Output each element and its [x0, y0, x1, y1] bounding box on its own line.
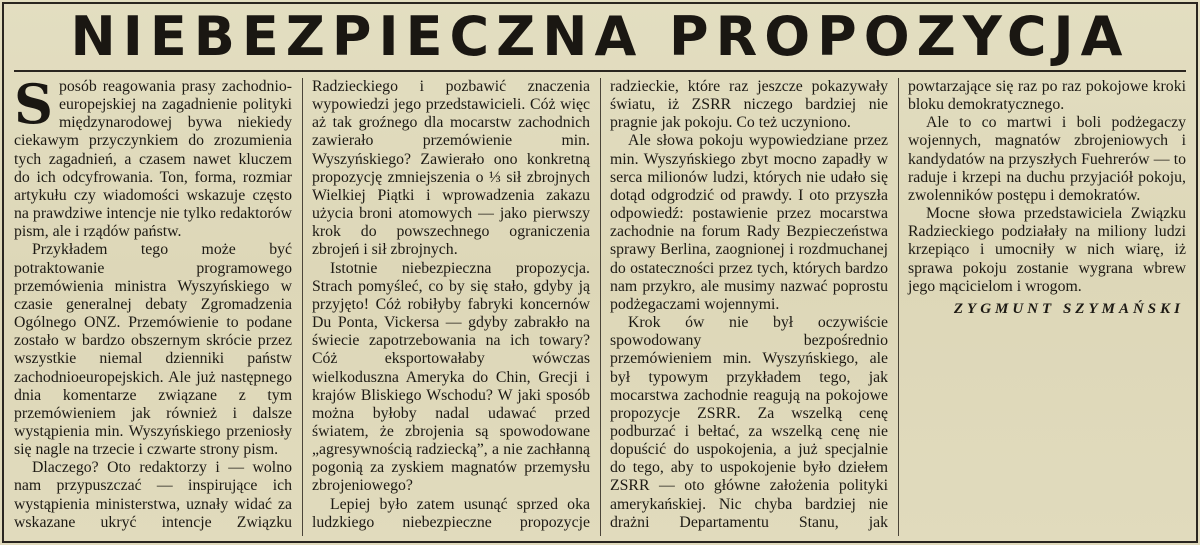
article-paragraph-3: Dlaczego? Oto redaktorzy i — wolno nam przypuszczać — inspirujące ich wystąpienia ministerstwa, uznały widać za wskazane ukryć intencje Związku Radzieckiego i pozbawić znaczenia wypowiedzi jego przedstawicieli. Cóż więc aż tak groźnego dla mocarstw zachodnich zawierało przemówienie min. Wyszyńskiego? Zawierało ono konkretną propozycję zmniejszenia o ⅓ sił zbrojnych Wielkiej Piątki i wprowadzenia zakazu użycia broni atomowych — jako pierwszy krok do powszechnego ograniczenia zbrojeń i sił zbrojnych.	[14, 78, 590, 531]
article-paragraph-8: Ale to co martwi i boli podżegaczy wojennych, magnatów zbrojeniowych i kandydatów na przyszłych Fuehrerów — to raduje i krzepi na duchu przyjaciół pokoju, zwolenników postępu i demokratów.	[908, 114, 1186, 204]
article-headline: NIEBEZPIECZNA PROPOZYCJA	[70, 5, 1130, 68]
article-paragraph-2: Przykładem tego może być potraktowanie programowego przemówienia ministra Wyszyńskiego w czasie generalnej debaty Zgromadzenia Ogólnego ONZ. Przemówienie to podane zostało w bardzo obszernym skrócie przez wszystkie niemal dzienniki państw zachodnioeuropejskich. Ale już następnego dnia komentarze związane z tym przemówieniem jak również i dalsze wystąpienia min. Wyszyńskiego przeniosły się nagle na trzecie i czwarte strony pism.	[14, 241, 292, 459]
article-body	[14, 72, 1186, 536]
headline-rule	[14, 70, 1186, 72]
author-signature: ZYGMUNT SZYMAŃSKI	[953, 300, 1184, 317]
article-paragraph-6: Ale słowa pokoju wypowiedziane przez min. Wyszyńskiego zbyt mocno zapadły w serca milionów ludzi, których nie udało się dotąd odgrodzić od prawdy. I oto przyszła odpowiedź: postawienie przez mocarstwa zachodnie na forum Rady Bezpieczeństwa sprawy Berlina, zaognionej i rozdmuchanej do ostateczności przez tych, których bardzo nam przykro, ale musimy nazwać poprostu podżegaczami wojennymi.	[610, 132, 888, 313]
paragraph-text: posób reagowania prasy zachodnio-europejskiej na zagadnienie polityki międzynarodowej bywa niekiedy ciekawym przyczynkiem do zrozumienia tych zagadnień, a czasem nawet kluczem do ich odcyfrowania. Ton, forma, rozmiar artykułu czy wiadomości wskazuje często na prawdziwe intencje nie tylko redaktorów pism, ale i rządów państw.	[14, 78, 292, 241]
article-paragraph-4: Istotnie niebezpieczna propozycja. Strach pomyśleć, co by się stało, gdyby ją przyjęto! Cóż robiłyby fabryki koncernów Du Ponta, Vickersa — gdyby zabrakło na świecie zapotrzebowania na ich towary? Cóż eksportowałaby wówczas wielkoduszna Ameryka do Chin, Grecji i krajów Bliskiego Wschodu? W jaki sposób można byłoby nadal udawać przed światem, że zbrojenia są spowodowane „agresywnością radziecką”, a nie zachłanną pogonią za zyskiem magnatów przemysłu zbrojeniowego?	[312, 259, 590, 495]
article-paragraph-9: Mocne słowa przedstawiciela Związku Radzieckiego podziałały na miliony ludzi krzepiąco i umocniły w nich wiarę, iż sprawa pokoju zostanie wygrana wbrew jego mącicielom i wrogom.	[908, 205, 1186, 295]
article-paragraph-7: Krok ów nie był oczywiście spowodowany bezpośrednio przemówieniem min. Wyszyńskiego, ale był typowym przykładem tego, jak mocarstwa zachodnie reagują na pokojowe propozycje ZSRR. Za wszelką cenę podburzać i bełtać, za wszelką cenę nie dopuścić do uspokojenia, a już specjalnie do tego, aby to uspokojenie było dziełem ZSRR — oto główne założenia polityki amerykańskiej. Nic chyba bardziej nie drażni Departamentu Stanu, jak powtarzające się raz po raz pokojowe kroki bloku demokratycznego.	[610, 78, 1186, 531]
article-paragraph-5: Lepiej było zatem usunąć sprzed oka ludzkiego niebezpieczne propozycje radzieckie, które raz jeszcze pokazywały światu, iż ZSRR niczego bardziej nie pragnie jak pokoju. Co też uczyniono.	[312, 78, 888, 531]
drop-cap: S	[14, 72, 53, 136]
article-paragraph-1	[14, 72, 292, 241]
